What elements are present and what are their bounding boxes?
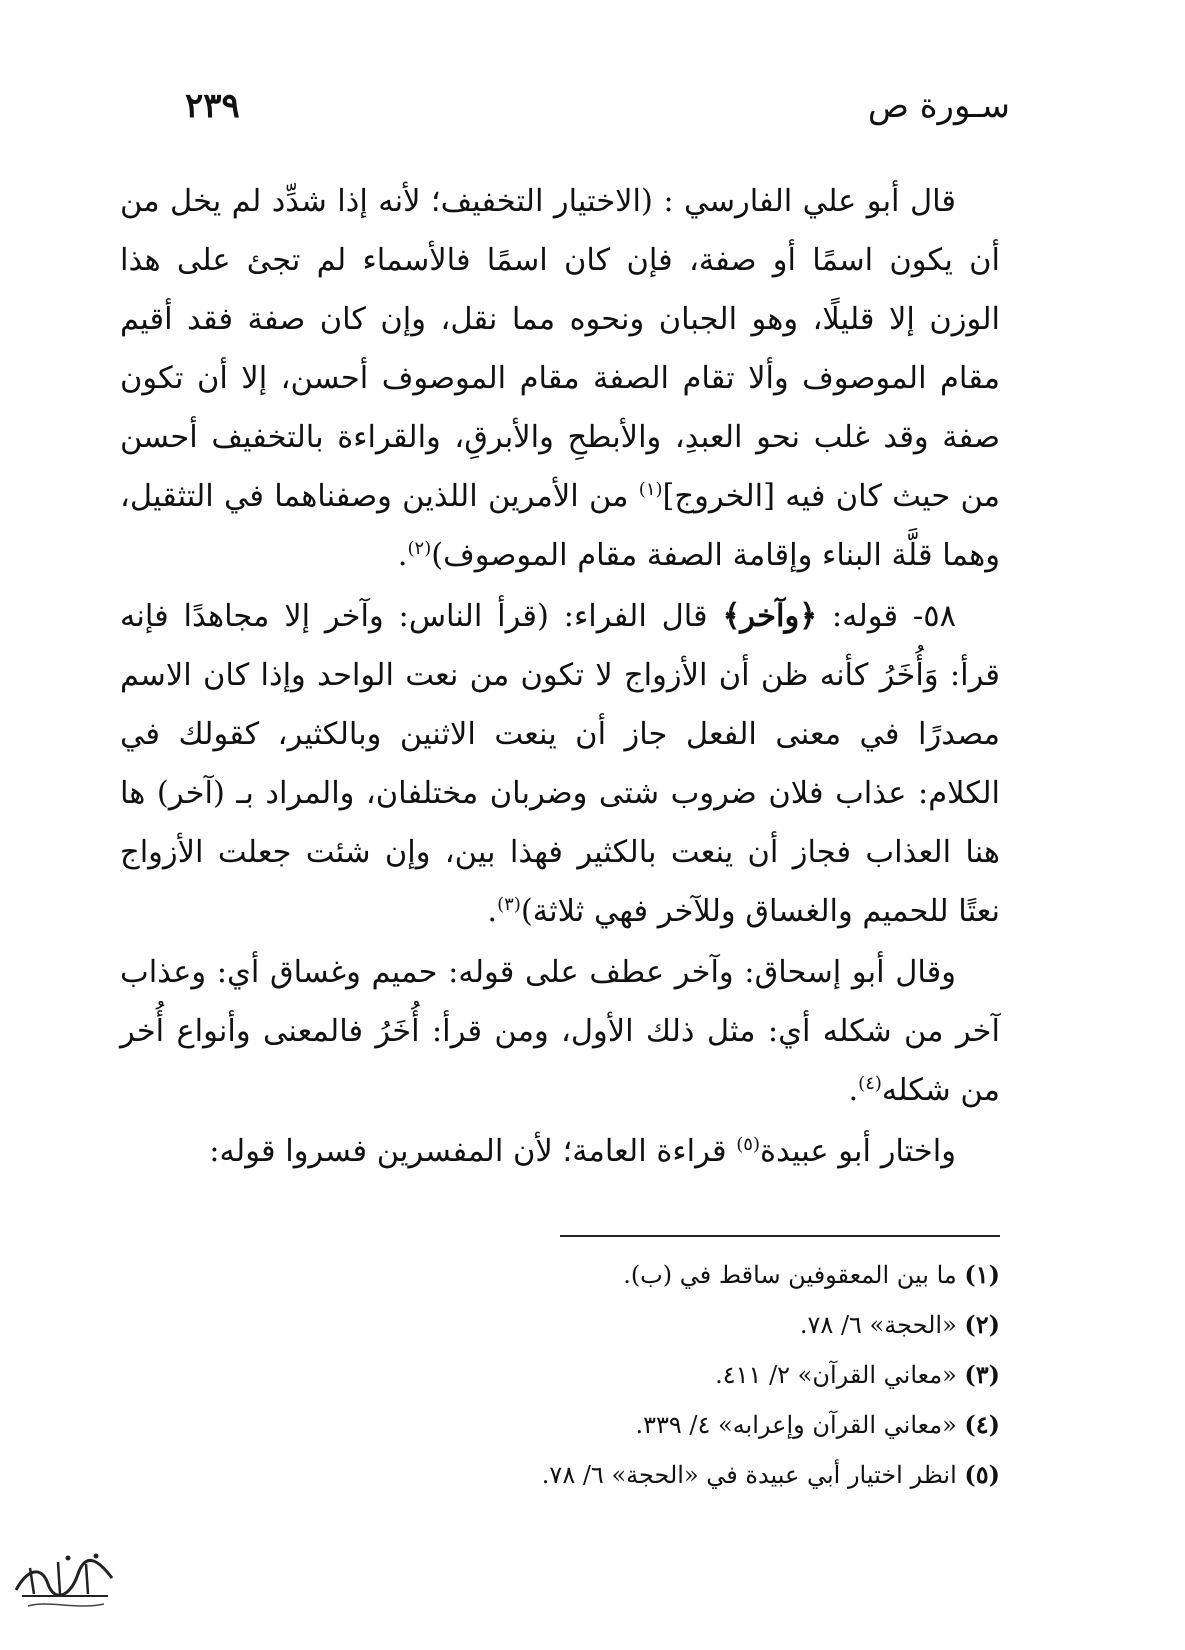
verse-number: ٥٨- قوله: (817, 599, 956, 634)
paragraph-text: قراءة العامة؛ لأن المفسرين فسروا قوله: (209, 1134, 737, 1169)
paragraph-text: قال الفراء: (قرأ الناس: وآخر إلا مجاهدًا فإنه قرأ: وَأُخَرُ كأنه ظن أن الأزواج لا تكون من نعت الواحد وإذا كان الاسم مصدرًا في معنى الفعل جاز أن ينعت الاثنين وبالكثير، كقولك في الكلام: عذاب فلان ضروب شتى وضربان مختلفان، والمراد بـ (آخر) ها هنا العذاب فجاز أن ينعت بالكثير فهذا بين، وإن شئت جعلت الأزواج نعتًا للحميم والغساق وللآخر فهي ثلاثة) (120, 599, 1000, 929)
page-number: ٢٣٩ (185, 86, 240, 126)
footnote-number: (٣) (964, 1360, 1000, 1389)
paragraph-end: . (848, 1073, 859, 1108)
quran-quote: ﴿وآخر﴾ (722, 598, 818, 634)
footnotes (300, 1250, 1000, 1500)
footnote-text: «معاني القرآن» ٢/ ٤١١. (715, 1361, 965, 1389)
footnote-2 (300, 1300, 1000, 1350)
footnote-separator (560, 1235, 1000, 1237)
paragraph-farisi (120, 172, 1000, 585)
footnote-text: انظر اختيار أبي عبيدة في «الحجة» ٦/ ٧٨. (541, 1461, 965, 1489)
main-text (120, 172, 1000, 1183)
paragraph-verse-58 (120, 587, 1000, 941)
paragraph-abu-ubayda (120, 1122, 1000, 1181)
footnote-text: «معاني القرآن وإعرابه» ٤/ ٣٣٩. (635, 1411, 965, 1439)
paragraph-text: وقال أبو إسحاق: وآخر عطف على قوله: حميم وغساق أي: وعذاب آخر من شكله أي: مثل ذلك الأول، ومن قرأ: أُخَرُ فالمعنى وأنواع أُخر من شكله (120, 955, 1000, 1108)
paragraph-abu-ishaq (120, 943, 1000, 1120)
footnote-ref-2[interactable]: (٢) (407, 537, 432, 559)
footnote-4 (300, 1400, 1000, 1450)
footnote-1 (300, 1250, 1000, 1300)
footnote-ref-4[interactable]: (٤) (858, 1072, 882, 1094)
surah-title: سـورة ص (867, 86, 1010, 126)
paragraph-end: . (397, 538, 408, 573)
footnote-5 (300, 1450, 1000, 1500)
library-stamp-logo (8, 1548, 118, 1618)
running-header (185, 78, 1010, 134)
paragraph-text: واختار أبو عبيدة (760, 1134, 956, 1169)
paragraph-end: . (487, 894, 498, 929)
footnote-number: (٢) (964, 1310, 1000, 1339)
paragraph-text: من الأمرين اللذين وصفناهما في التثقيل، وهما قلَّة البناء وإقامة الصفة مقام الموصوف) (120, 479, 1000, 573)
footnote-number: (٥) (964, 1460, 1000, 1489)
footnote-ref-3[interactable]: (٣) (497, 893, 521, 915)
footnote-text: «الحجة» ٦/ ٧٨. (799, 1311, 965, 1339)
paragraph-text: قال أبو علي الفارسي : (الاختيار التخفيف؛ لأنه إذا شدِّد لم يخل من أن يكون اسمًا أو صفة، فإن كان اسمًا فالأسماء لم تجئ على هذا الوزن إلا قليلًا، وهو الجبان ونحوه مما نقل، وإن كان صفة فقد أقيم مقام الموصوف وألا تقام الصفة مقام الموصوف أحسن، إلا أن تكون صفة وقد غلب نحو العبدِ، والأبطحِ والأبرقِ، والقراءة بالتخفيف أحسن من حيث كان فيه [الخروج] (120, 184, 1001, 514)
footnote-text: ما بين المعقوفين ساقط في (ب). (623, 1261, 965, 1289)
footnote-number: (٤) (964, 1410, 1000, 1439)
footnote-number: (١) (964, 1260, 1000, 1289)
footnote-3 (300, 1350, 1000, 1400)
stamp-calligraphy-icon (8, 1548, 118, 1618)
footnote-ref-1[interactable]: (١) (638, 478, 663, 500)
footnote-ref-5[interactable]: (٥) (736, 1133, 760, 1155)
